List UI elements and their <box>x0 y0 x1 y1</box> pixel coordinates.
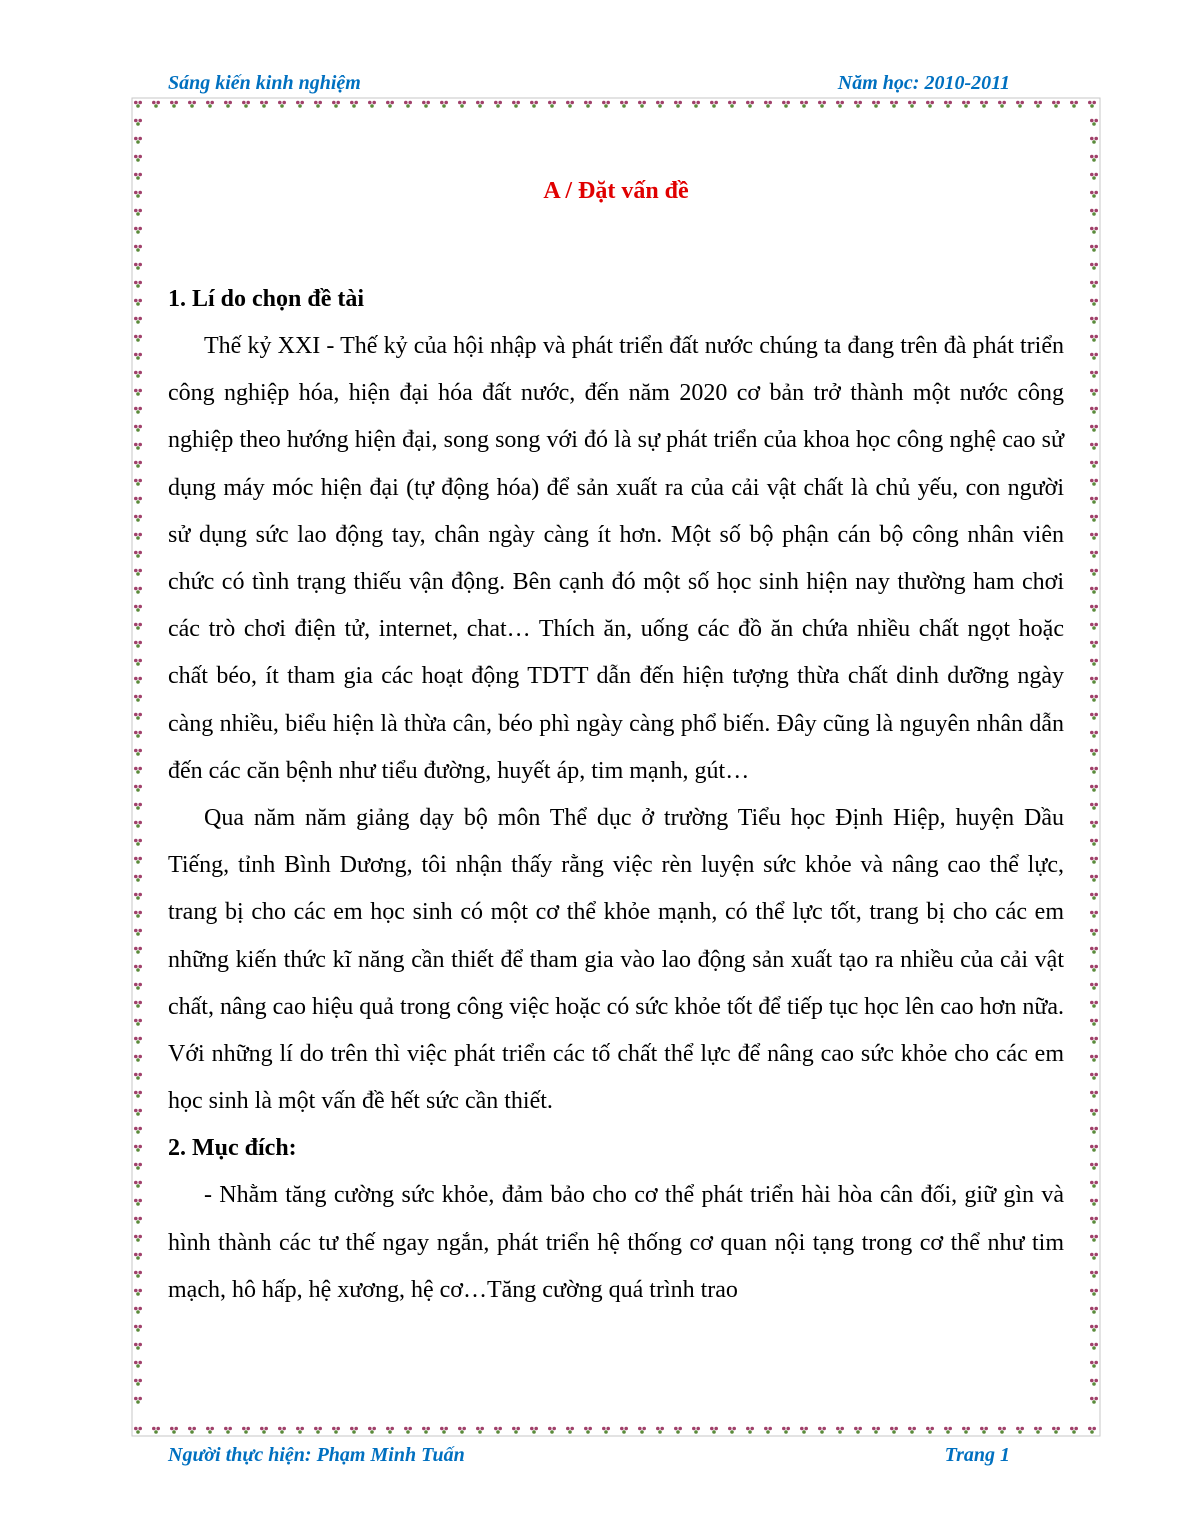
border-ornament <box>494 101 502 108</box>
border-ornament <box>782 1427 790 1434</box>
border-ornament <box>1090 1109 1098 1116</box>
border-ornament <box>1090 515 1098 522</box>
border-ornament <box>656 101 664 108</box>
border-ornament <box>422 1427 430 1434</box>
border-ornament <box>1090 1001 1098 1008</box>
border-ornament <box>134 857 142 864</box>
border-ornament <box>620 101 628 108</box>
border-ornament <box>1090 389 1098 396</box>
border-ornament <box>134 1037 142 1044</box>
border-ornament <box>782 101 790 108</box>
border-ornament <box>494 1427 502 1434</box>
border-ornament <box>134 245 142 252</box>
border-ornament <box>530 1427 538 1434</box>
border-ornament <box>134 335 142 342</box>
border-ornament <box>1090 677 1098 684</box>
footer-author: Người thực hiện: Phạm Minh Tuấn <box>168 1444 465 1466</box>
border-ornament <box>134 605 142 612</box>
border-ornament <box>1090 245 1098 252</box>
border-ornament <box>440 101 448 108</box>
border-ornament <box>1090 929 1098 936</box>
border-ornament <box>1090 731 1098 738</box>
border-ornament <box>134 155 142 162</box>
border-ornament <box>1090 335 1098 342</box>
border-ornament <box>872 101 880 108</box>
border-ornament <box>134 695 142 702</box>
border-ornament <box>134 893 142 900</box>
border-ornament <box>134 641 142 648</box>
border-ornament <box>188 1427 196 1434</box>
border-ornament <box>1016 101 1024 108</box>
border-ornament <box>134 713 142 720</box>
border-ornament <box>134 1001 142 1008</box>
border-ornament <box>1090 983 1098 990</box>
border-ornament <box>1090 1397 1098 1404</box>
border-ornament <box>602 101 610 108</box>
border-ornament <box>674 101 682 108</box>
paragraph-purpose-1: - Nhằm tăng cường sức khỏe, đảm bảo cho cơ thể phát triển hài hòa cân đối, giữ gìn và hình thành các tư thế ngay ngắn, phát triển hệ thống cơ quan nội tạng trong cơ thể như tim mạch, hô hấp, hệ xương, hệ cơ…Tăng cường quá trình trao <box>168 1182 1064 1303</box>
border-ornament <box>1034 101 1042 108</box>
border-ornament <box>998 1427 1006 1434</box>
border-ornament <box>1090 1289 1098 1296</box>
border-ornament <box>1090 713 1098 720</box>
border-ornament <box>1088 1427 1096 1434</box>
border-ornament <box>134 173 142 180</box>
border-ornament <box>134 677 142 684</box>
border-ornament <box>134 209 142 216</box>
border-ornament <box>134 587 142 594</box>
border-ornament <box>152 101 160 108</box>
border-ornament <box>674 1427 682 1434</box>
border-ornament <box>134 461 142 468</box>
border-ornament <box>134 371 142 378</box>
border-ornament <box>1090 1253 1098 1260</box>
paragraph-reason-1: Thế kỷ XXI - Thế kỷ của hội nhập và phát triển đất nước chúng ta đang trên đà phát triển công nghiệp hóa, hiện đại hóa đất nước, đến năm 2020 cơ bản trở thành một nước công nghiệp theo hướng hiện đại, song song với đó là sự phát triển của khoa học công nghệ cao sử dụng máy móc hiện đại (tự động hóa) để sản xuất ra của cải vật chất là chủ yếu, con người sử dụng sức lao động tay, chân ngày càng ít hơn. Một số bộ phận cán bộ công nhân viên chức có tình trạng thiếu vận động. Bên cạnh đó một số học sinh hiện nay thường ham chơi các trò chơi điện tử, internet, chat… Thích ăn, uống các đồ ăn chứa nhiều chất ngọt hoặc chất béo, ít tham gia các hoạt động TDTT dẫn đến hiện tượng thừa chất dinh dưỡng ngày càng nhiều, biểu hiện là thừa cân, béo phì ngày càng phổ biến. Đây cũng là nguyên nhân dẫn đến các căn bệnh như tiểu đường, huyết áp, tim mạnh, gút… <box>168 333 1064 784</box>
border-ornament <box>134 101 142 108</box>
border-ornament <box>962 101 970 108</box>
border-ornament <box>134 263 142 270</box>
border-ornament <box>1090 641 1098 648</box>
border-ornament <box>134 623 142 630</box>
border-ornament <box>134 1109 142 1116</box>
border-ornament <box>1070 1427 1078 1434</box>
border-ornament <box>260 101 268 108</box>
section-heading-purpose: 2. Mục đích: <box>168 1135 297 1162</box>
border-ornament <box>134 497 142 504</box>
border-ornament <box>1090 857 1098 864</box>
border-ornament <box>1090 821 1098 828</box>
border-ornament <box>242 1427 250 1434</box>
border-ornament <box>134 749 142 756</box>
border-ornament <box>944 1427 952 1434</box>
border-ornament <box>1090 551 1098 558</box>
border-ornament <box>134 443 142 450</box>
border-ornament <box>134 767 142 774</box>
border-ornament <box>1090 1307 1098 1314</box>
document-body <box>168 165 1064 1314</box>
border-ornament <box>1052 101 1060 108</box>
border-ornament <box>692 1427 700 1434</box>
border-ornament <box>638 101 646 108</box>
border-ornament <box>854 101 862 108</box>
border-ornament <box>1090 1181 1098 1188</box>
border-ornament <box>890 1427 898 1434</box>
border-ornament <box>152 1427 160 1434</box>
border-ornament <box>1090 1199 1098 1206</box>
border-ornament <box>836 101 844 108</box>
border-ornament <box>1090 875 1098 882</box>
border-ornament <box>134 317 142 324</box>
border-ornament <box>134 821 142 828</box>
border-ornament <box>818 1427 826 1434</box>
border-ornament <box>1090 1163 1098 1170</box>
border-ornament <box>314 1427 322 1434</box>
border-ornament <box>1090 281 1098 288</box>
border-ornament <box>134 659 142 666</box>
border-ornament <box>1090 1055 1098 1062</box>
border-ornament <box>1090 1235 1098 1242</box>
border-ornament <box>422 101 430 108</box>
border-ornament <box>530 101 538 108</box>
border-ornament <box>764 101 772 108</box>
border-ornament <box>1090 1127 1098 1134</box>
document-title: A / Đặt vấn đề <box>543 178 689 204</box>
page-footer <box>168 1444 1010 1472</box>
border-ornament <box>134 281 142 288</box>
border-ornament <box>224 1427 232 1434</box>
border-ornament <box>962 1427 970 1434</box>
border-ornament <box>908 101 916 108</box>
border-ornament <box>206 101 214 108</box>
border-ornament <box>134 929 142 936</box>
border-ornament <box>710 1427 718 1434</box>
border-ornament <box>872 1427 880 1434</box>
border-ornament <box>368 101 376 108</box>
border-ornament <box>260 1427 268 1434</box>
border-ornament <box>1016 1427 1024 1434</box>
section-heading-reason: 1. Lí do chọn đề tài <box>168 286 365 312</box>
border-ornament <box>134 983 142 990</box>
border-ornament <box>134 353 142 360</box>
border-ornament <box>134 1199 142 1206</box>
border-ornament <box>134 1145 142 1152</box>
border-ornament <box>1090 659 1098 666</box>
border-ornament <box>1090 749 1098 756</box>
border-ornament <box>134 1181 142 1188</box>
border-ornament <box>134 137 142 144</box>
border-ornament <box>1090 1271 1098 1278</box>
border-ornament <box>908 1427 916 1434</box>
border-ornament <box>134 425 142 432</box>
border-ornament <box>134 1271 142 1278</box>
border-ornament <box>134 1127 142 1134</box>
border-ornament <box>1090 353 1098 360</box>
border-ornament <box>134 1289 142 1296</box>
border-ornament <box>134 389 142 396</box>
border-ornament <box>980 1427 988 1434</box>
border-ornament <box>134 119 142 126</box>
border-ornament <box>134 1361 142 1368</box>
border-ornament <box>1090 893 1098 900</box>
border-ornament <box>134 515 142 522</box>
border-ornament <box>278 1427 286 1434</box>
border-ornament <box>134 407 142 414</box>
border-ornament <box>134 1163 142 1170</box>
border-ornament <box>458 1427 466 1434</box>
border-ornament <box>134 227 142 234</box>
border-ornament <box>1090 173 1098 180</box>
border-ornament <box>1090 1325 1098 1332</box>
border-ornament <box>710 101 718 108</box>
border-ornament <box>1090 443 1098 450</box>
border-ornament <box>1090 119 1098 126</box>
border-ornament <box>1090 605 1098 612</box>
border-ornament <box>1090 785 1098 792</box>
border-ornament <box>314 101 322 108</box>
border-ornament <box>134 803 142 810</box>
border-ornament <box>1090 695 1098 702</box>
border-ornament <box>134 533 142 540</box>
border-ornament <box>134 1217 142 1224</box>
border-ornament <box>1090 1073 1098 1080</box>
border-ornament <box>746 101 754 108</box>
border-ornament <box>134 569 142 576</box>
border-ornament <box>134 1427 142 1434</box>
border-ornament <box>548 101 556 108</box>
border-ornament <box>728 101 736 108</box>
border-ornament <box>134 839 142 846</box>
border-ornament <box>1090 533 1098 540</box>
border-ornament <box>1090 569 1098 576</box>
border-ornament <box>1090 1379 1098 1386</box>
border-ornament <box>332 101 340 108</box>
border-ornament <box>728 1427 736 1434</box>
border-ornament <box>1088 101 1096 108</box>
border-ornament <box>134 1307 142 1314</box>
border-ornament <box>854 1427 862 1434</box>
border-ornament <box>134 1379 142 1386</box>
border-ornament <box>890 101 898 108</box>
border-ornament <box>170 101 178 108</box>
border-ornament <box>440 1427 448 1434</box>
border-ornament <box>278 101 286 108</box>
border-ornament <box>224 101 232 108</box>
border-ornament <box>134 1019 142 1026</box>
border-ornament <box>764 1427 772 1434</box>
border-ornament <box>296 101 304 108</box>
border-ornament <box>1090 1343 1098 1350</box>
border-ornament <box>944 101 952 108</box>
border-ornament <box>1090 803 1098 810</box>
border-ornament <box>134 875 142 882</box>
border-ornament <box>1090 1037 1098 1044</box>
border-ornament <box>386 101 394 108</box>
border-ornament <box>1090 623 1098 630</box>
border-ornament <box>1090 317 1098 324</box>
border-ornament <box>134 911 142 918</box>
border-ornament <box>458 101 466 108</box>
border-ornament <box>566 1427 574 1434</box>
border-ornament <box>638 1427 646 1434</box>
border-ornament <box>170 1427 178 1434</box>
border-ornament <box>134 1325 142 1332</box>
border-ornament <box>134 479 142 486</box>
border-ornament <box>1090 209 1098 216</box>
border-ornament <box>1090 839 1098 846</box>
border-ornament <box>1090 1361 1098 1368</box>
border-ornament <box>134 299 142 306</box>
border-ornament <box>692 101 700 108</box>
border-ornament <box>656 1427 664 1434</box>
border-ornament <box>404 1427 412 1434</box>
border-ornament <box>1090 497 1098 504</box>
border-ornament <box>1090 191 1098 198</box>
header-school-year: Năm học: 2010-2011 <box>837 72 1010 94</box>
border-ornament <box>296 1427 304 1434</box>
border-ornament <box>188 101 196 108</box>
border-ornament <box>584 1427 592 1434</box>
border-ornament <box>566 101 574 108</box>
paragraph-reason-2: Qua năm năm giảng dạy bộ môn Thể dục ở trường Tiểu học Định Hiệp, huyện Dầu Tiếng, tỉnh Bình Dương, tôi nhận thấy rằng việc rèn luyện sức khỏe và nâng cao thể lực, trang bị cho các em học sinh có một cơ thể khỏe mạnh, có thể lực tốt, trang bị cho các em những kiến thức kĩ năng cần thiết để tham gia vào lao động sản xuất tạo ra nhiều của cải vật chất, nâng cao hiệu quả trong công việc hoặc có sức khỏe tốt để tiếp tục học lên cao hơn nữa. Với những lí do trên thì việc phát triển các tố chất thể lực để nâng cao sức khỏe cho các em học sinh là một vấn đề hết sức cần thiết. <box>168 805 1064 1115</box>
border-ornament <box>620 1427 628 1434</box>
border-ornament <box>1090 479 1098 486</box>
border-ornament <box>1052 1427 1060 1434</box>
border-ornament <box>800 1427 808 1434</box>
border-ornament <box>1090 155 1098 162</box>
border-ornament <box>1090 911 1098 918</box>
border-ornament <box>404 101 412 108</box>
border-ornament <box>980 101 988 108</box>
border-ornament <box>1090 425 1098 432</box>
border-ornament <box>602 1427 610 1434</box>
border-ornament <box>476 101 484 108</box>
border-ornament <box>242 101 250 108</box>
border-ornament <box>584 101 592 108</box>
border-ornament <box>368 1427 376 1434</box>
border-ornament <box>134 965 142 972</box>
border-ornament <box>134 785 142 792</box>
border-ornament <box>134 731 142 738</box>
border-ornament <box>1090 767 1098 774</box>
border-ornament <box>1090 461 1098 468</box>
footer-page-number: Trang 1 <box>944 1444 1010 1466</box>
border-ornament <box>512 1427 520 1434</box>
border-ornament <box>1090 1217 1098 1224</box>
border-ornament <box>926 101 934 108</box>
border-ornament <box>134 1055 142 1062</box>
border-ornament <box>206 1427 214 1434</box>
border-ornament <box>134 1253 142 1260</box>
border-ornament <box>134 1235 142 1242</box>
header-document-type: Sáng kiến kinh nghiệm <box>168 72 361 94</box>
border-ornament <box>1090 263 1098 270</box>
border-ornament <box>1090 1145 1098 1152</box>
border-ornament <box>800 101 808 108</box>
border-ornament <box>350 101 358 108</box>
border-ornament <box>512 101 520 108</box>
border-ornament <box>1090 965 1098 972</box>
border-ornament <box>1090 407 1098 414</box>
border-ornament <box>332 1427 340 1434</box>
border-ornament <box>836 1427 844 1434</box>
border-ornament <box>548 1427 556 1434</box>
border-ornament <box>1034 1427 1042 1434</box>
border-ornament <box>1090 1091 1098 1098</box>
border-ornament <box>386 1427 394 1434</box>
border-ornament <box>746 1427 754 1434</box>
border-ornament <box>1090 947 1098 954</box>
border-ornament <box>134 947 142 954</box>
border-ornament <box>350 1427 358 1434</box>
border-ornament <box>134 551 142 558</box>
border-ornament <box>926 1427 934 1434</box>
border-ornament <box>1090 371 1098 378</box>
border-ornament <box>1090 587 1098 594</box>
border-ornament <box>134 1073 142 1080</box>
border-ornament <box>134 191 142 198</box>
border-ornament <box>134 1397 142 1404</box>
border-ornament <box>134 1091 142 1098</box>
border-ornament <box>1090 299 1098 306</box>
border-ornament <box>1090 137 1098 144</box>
border-ornament <box>818 101 826 108</box>
border-ornament <box>476 1427 484 1434</box>
border-ornament <box>998 101 1006 108</box>
border-ornament <box>1090 1019 1098 1026</box>
border-ornament <box>1070 101 1078 108</box>
border-ornament <box>134 1343 142 1350</box>
border-ornament <box>1090 227 1098 234</box>
